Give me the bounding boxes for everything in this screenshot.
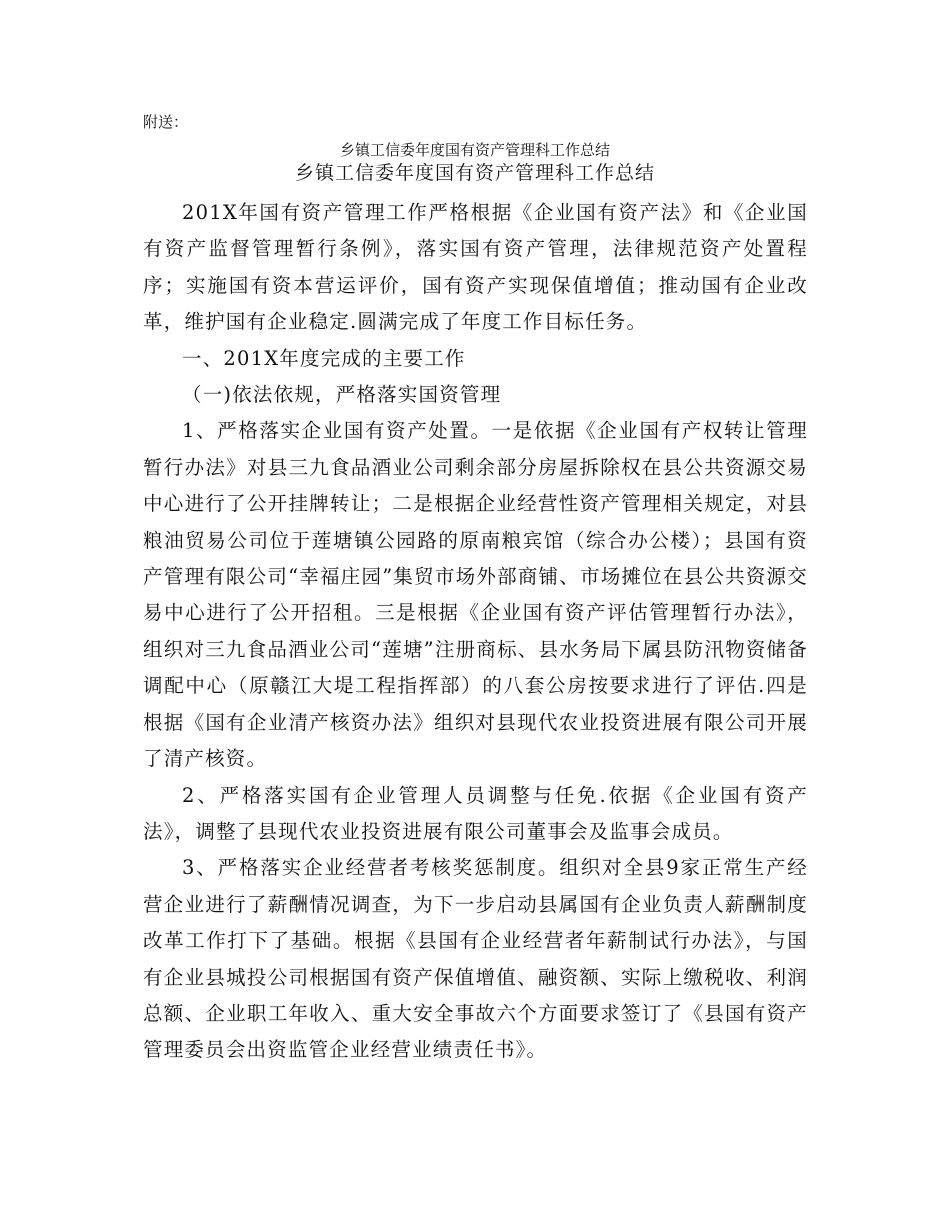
main-title: 乡镇工信委年度国有资产管理科工作总结 [294,162,655,184]
intro-paragraph: 201X年国有资产管理工作严格根据《企业国有资产法》和《企业国有资产监督管理暂行条例》，落实国有资产管理，法律规范资产处置程序；实施国有资本营运评价，国有资产实现保值增值；推动国有企业改革，维护国有企业稳定.圆满完成了年度工作目标任务。 [143,201,808,334]
document-body [143,195,808,1069]
item-paragraph-1: 1、严格落实企业国有资产处置。一是依据《企业国有产权转让管理暂行办法》对县三九食品酒业公司剩余部分房屋拆除权在县公共资源交易中心进行了公开挂牌转让；二是根据企业经营性资产管理相关规定，对县粮油贸易公司位于莲塘镇公园路的原南粮宾馆（综合办公楼）；县国有资产管理有限公司“幸福庄园”集贸市场外部商铺、市场摊位在县公共资源交易中心进行了公开招租。三是根据《企业国有资产评估管理暂行办法》，组织对三九食品酒业公司“莲塘”注册商标、县水务局下属县防汛物资储备调配中心（原赣江大堤工程指挥部）的八套公房按要求进行了评估.四是根据《国有企业清产核资办法》组织对县现代农业投资进展有限公司开展了清产核资。 [143,419,808,771]
small-title: 乡镇工信委年度国有资产管理科工作总结 [339,141,610,159]
attachment-label: 附送： [143,113,189,131]
subsection-heading: （一)依法依规，严格落实国资管理 [182,383,502,407]
item-paragraph-2: 2、严格落实国有企业管理人员调整与任免.依据《企业国有资产法》，调整了县现代农业投资进展有限公司董事会及监事会成员。 [143,783,808,843]
item-paragraph-3: 3、严格落实企业经营者考核奖惩制度。组织对全县9家正常生产经营企业进行了薪酬情况调查，为下一步启动县属国有企业负责人薪酬制度改革工作打下了基础。根据《县国有企业经营者年薪制试行办法》，与国有企业县城投公司根据国有资产保值增值、融资额、实际上缴税收、利润总额、企业职工年收入、重大安全事故六个方面要求签订了《县国有资产管理委员会出资监管企业经营业绩责任书》。 [143,856,808,1062]
section-heading: 一、201X年度完成的主要工作 [182,346,466,370]
